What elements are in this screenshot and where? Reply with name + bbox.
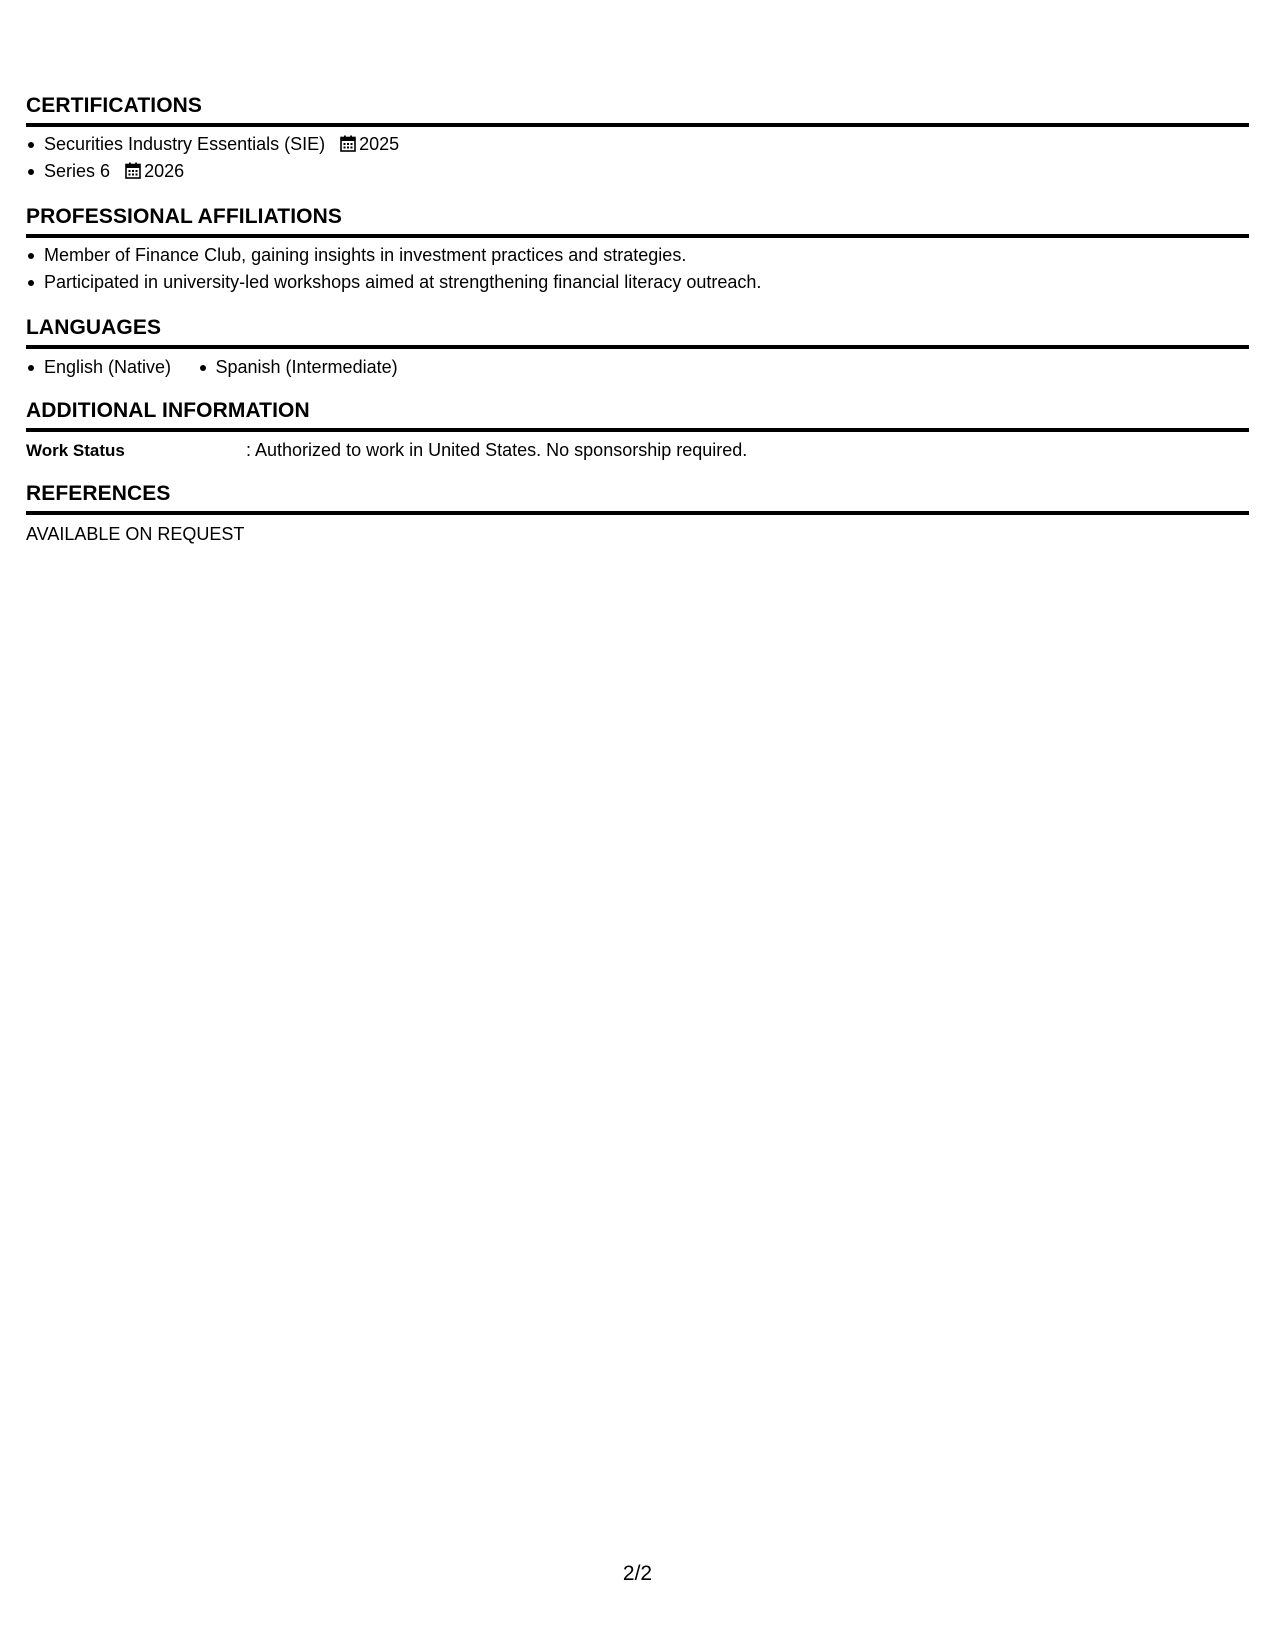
resume-page bbox=[26, 0, 1249, 1650]
calendar-icon bbox=[125, 162, 141, 179]
section-title-affiliations: PROFESSIONAL AFFILIATIONS bbox=[26, 205, 342, 228]
languages-section bbox=[26, 315, 1249, 381]
work-status-row bbox=[26, 437, 1249, 464]
references-text: AVAILABLE ON REQUEST bbox=[26, 524, 245, 544]
language-text: Spanish (Intermediate) bbox=[215, 357, 398, 377]
language-item bbox=[26, 354, 171, 381]
certification-name: Securities Industry Essentials (SIE) bbox=[44, 134, 326, 154]
section-divider bbox=[26, 345, 1249, 349]
calendar-icon bbox=[340, 135, 356, 152]
affiliations-section bbox=[26, 204, 1249, 296]
list-item bbox=[26, 242, 1249, 269]
additional-info-section bbox=[26, 398, 1249, 464]
section-divider bbox=[26, 234, 1249, 238]
bullet-icon bbox=[28, 280, 34, 286]
language-item bbox=[198, 354, 398, 381]
section-title-additional-info: ADDITIONAL INFORMATION bbox=[26, 399, 310, 422]
page-number: 2/2 bbox=[622, 1562, 653, 1585]
section-divider bbox=[26, 428, 1249, 432]
affiliation-text: Member of Finance Club, gaining insights in investment practices and strategies. bbox=[44, 245, 687, 265]
section-title-references: REFERENCES bbox=[26, 482, 171, 505]
section-title-certifications: CERTIFICATIONS bbox=[26, 94, 203, 117]
certification-year: 2026 bbox=[144, 161, 185, 181]
bullet-icon bbox=[28, 142, 34, 148]
language-text: English (Native) bbox=[44, 357, 172, 377]
bullet-icon bbox=[28, 169, 34, 175]
bullet-icon bbox=[28, 365, 34, 371]
section-divider bbox=[26, 511, 1249, 515]
list-item bbox=[26, 131, 1249, 158]
languages-list bbox=[26, 354, 1249, 381]
bullet-icon bbox=[200, 365, 206, 371]
work-status-value: : Authorized to work in United States. No sponsorship required. bbox=[246, 440, 748, 460]
certification-year: 2025 bbox=[359, 134, 400, 154]
affiliations-list bbox=[26, 242, 1249, 296]
list-item bbox=[26, 269, 1249, 296]
section-title-languages: LANGUAGES bbox=[26, 316, 162, 339]
section-divider bbox=[26, 123, 1249, 127]
work-status-label: Work Status bbox=[26, 441, 125, 460]
certifications-list bbox=[26, 131, 1249, 185]
affiliation-text: Participated in university-led workshops aimed at strengthening financial literacy outreach. bbox=[44, 272, 762, 292]
certifications-section bbox=[26, 93, 1249, 185]
bullet-icon bbox=[28, 253, 34, 259]
references-section bbox=[26, 481, 1249, 548]
certification-name: Series 6 bbox=[44, 161, 111, 181]
list-item bbox=[26, 158, 1249, 185]
